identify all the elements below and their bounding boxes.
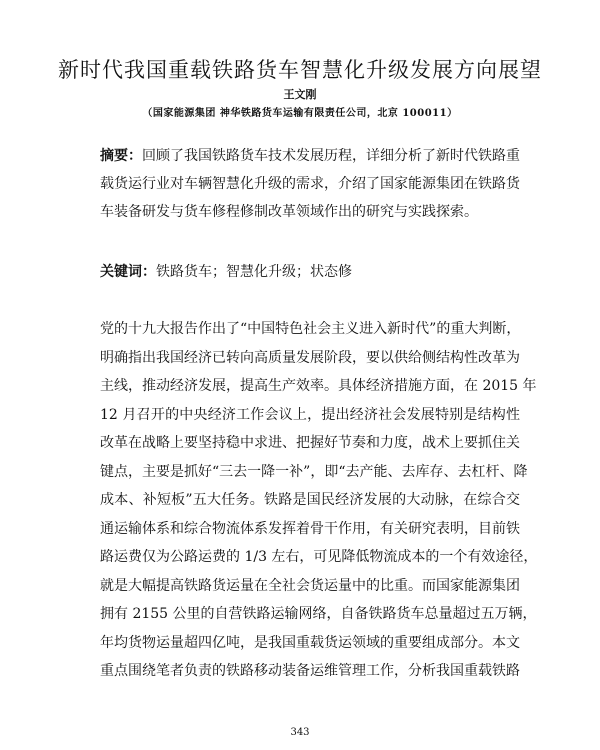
body-line: 年均货物运量超四亿吨，是我国重载货运领域的重要组成部分。本文 [100, 634, 520, 651]
abstract-line-1 [100, 142, 520, 170]
keywords-text: 铁路货车；智慧化升级；状态修 [156, 264, 352, 280]
page-number: 343 [290, 727, 310, 738]
body-line: 通运输体系和综合物流体系发挥着骨干作用，有关研究表明，目前铁 [100, 520, 520, 537]
abstract-line-2: 载货运行业对车辆智慧化升级的需求，介绍了国家能源集团在铁路货 [100, 176, 520, 192]
paper-affiliation: （国家能源集团 神华铁路货车运输有限责任公司，北京 100011） [142, 108, 458, 119]
body-line: 主线，推动经济发展，提高生产效率。具体经济措施方面，在 2015 年 [100, 378, 537, 394]
body-line: 党的十九大报告作出了“中国特色社会主义进入新时代”的重大判断， [100, 321, 521, 337]
body-line: 路运费仅为公路运费的 1/3 左右，可见降低物流成本的一个有效途径， [100, 549, 538, 565]
abstract-label: 摘要： [100, 148, 142, 164]
paper-author: 王文刚 [283, 88, 317, 101]
abstract-text-1: 回顾了我国铁路货车技术发展历程，详细分析了新时代铁路重 [142, 148, 520, 164]
abstract-line-3: 车装备研发与货车修程修制改革领域作出的研究与实践探索。 [100, 204, 478, 220]
paper-title: 新时代我国重载铁路货车智慧化升级发展方向展望 [58, 58, 542, 82]
body-line: 拥有 2155 公里的自营铁路运输网络，自备铁路货车总量超过五万辆， [100, 606, 537, 622]
body-line: 改革在战略上要坚持稳中求进、把握好节奏和力度，战术上要抓住关 [100, 435, 520, 451]
abstract-section [100, 142, 520, 226]
keywords-label: 关键词： [100, 264, 156, 280]
body-line: 重点围绕笔者负责的铁路移动装备运维管理工作，分析我国重载铁路 [100, 663, 520, 679]
body-line: 键点，主要是抓好“三去一降一补”，即“去产能、去库存、去杠杆、降 [100, 463, 528, 480]
body-line: 成本、补短板”五大任务。铁路是国民经济发展的大动脉，在综合交 [100, 492, 520, 508]
keywords-section [100, 258, 520, 286]
body-line: 明确指出我国经济已转向高质量发展阶段，要以供给侧结构性改革为 [100, 349, 520, 366]
body-line: 就是大幅提高铁路货运量在全社会货运量中的比重。而国家能源集团 [100, 577, 520, 594]
body-line: 12 月召开的中央经济工作会议上，提出经济社会发展特别是结构性 [100, 406, 520, 423]
body-text [100, 315, 538, 686]
keywords-line [100, 258, 520, 286]
